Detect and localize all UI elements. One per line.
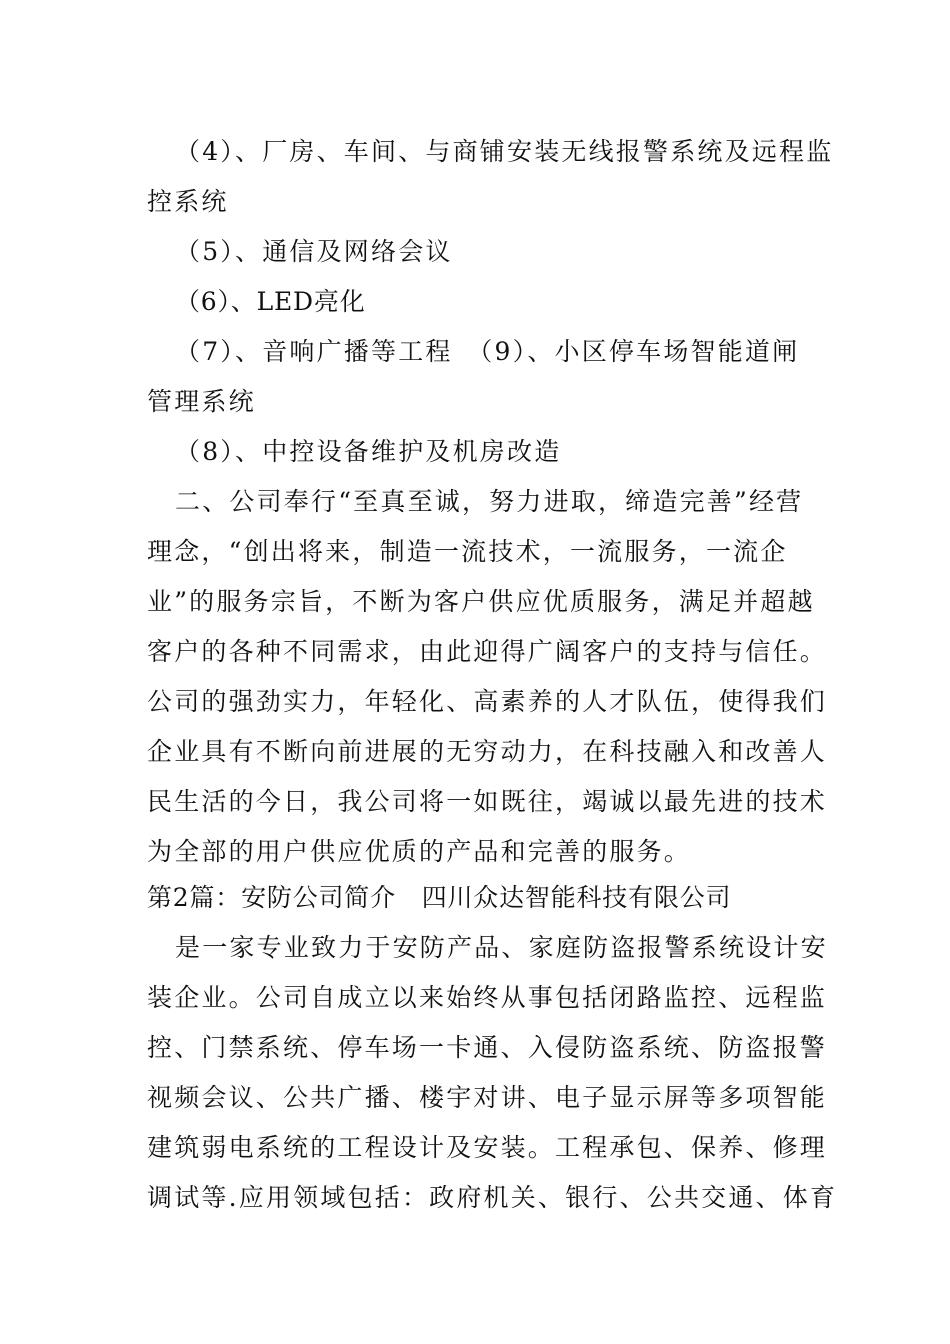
paragraph-1-line-5: 公司的强劲实力，年轻化、高素养的人才队伍，使得我们 <box>147 687 828 716</box>
section-heading: 第2篇：安防公司简介 四川众达智能科技有限公司 <box>147 883 732 912</box>
paragraph-2-line-1: 是一家专业致力于安防产品、家庭防盗报警系统设计安 <box>175 933 828 962</box>
paragraph-1-line-2: 理念，“创出将来，制造一流技术，一流服务，一流企 <box>147 537 788 566</box>
paragraph-2-line-2: 装企业。公司自成立以来始终从事包括闭路监控、远程监 <box>147 983 828 1012</box>
list-item-6: （6）、LED亮化 <box>175 287 366 316</box>
list-item-8: （8）、中控设备维护及机房改造 <box>175 437 562 466</box>
paragraph-1-line-6: 企业具有不断向前进展的无穷动力，在科技融入和改善人 <box>147 737 828 766</box>
list-item-4-line-1: （4）、厂房、车间、与商铺安装无线报警系统及远程监 <box>175 137 834 166</box>
paragraph-2-line-4: 视频会议、公共广播、楼宇对讲、电子显示屏等多项智能 <box>147 1083 828 1112</box>
paragraph-1-line-4: 客户的各种不同需求，由此迎得广阔客户的支持与信任。 <box>147 637 828 666</box>
paragraph-1-line-3: 业”的服务宗旨，不断为客户供应优质服务，满足并超越 <box>147 587 815 616</box>
list-item-7-9-line-2: 管理系统 <box>147 387 256 416</box>
paragraph-1-line-8: 为全部的用户供应优质的产品和完善的服务。 <box>147 837 692 866</box>
paragraph-2-line-6: 调试等.应用领域包括：政府机关、银行、公共交通、体育 <box>147 1183 838 1212</box>
list-item-7-9-line-1: （7）、音响广播等工程 （9）、小区停车场智能道闸 <box>175 337 800 366</box>
paragraph-1-line-7: 民生活的今日，我公司将一如既往，竭诚以最先进的技术 <box>147 787 828 816</box>
paragraph-1-line-1: 二、公司奉行“至真至诚，努力进取，缔造完善”经营 <box>175 487 804 516</box>
paragraph-2-line-3: 控、门禁系统、停车场一卡通、入侵防盗系统、防盗报警 <box>147 1033 828 1062</box>
paragraph-2-line-5: 建筑弱电系统的工程设计及安装。工程承包、保养、修理 <box>147 1133 828 1162</box>
list-item-5: （5）、通信及网络会议 <box>175 237 453 266</box>
list-item-4-line-2: 控系统 <box>147 187 229 216</box>
